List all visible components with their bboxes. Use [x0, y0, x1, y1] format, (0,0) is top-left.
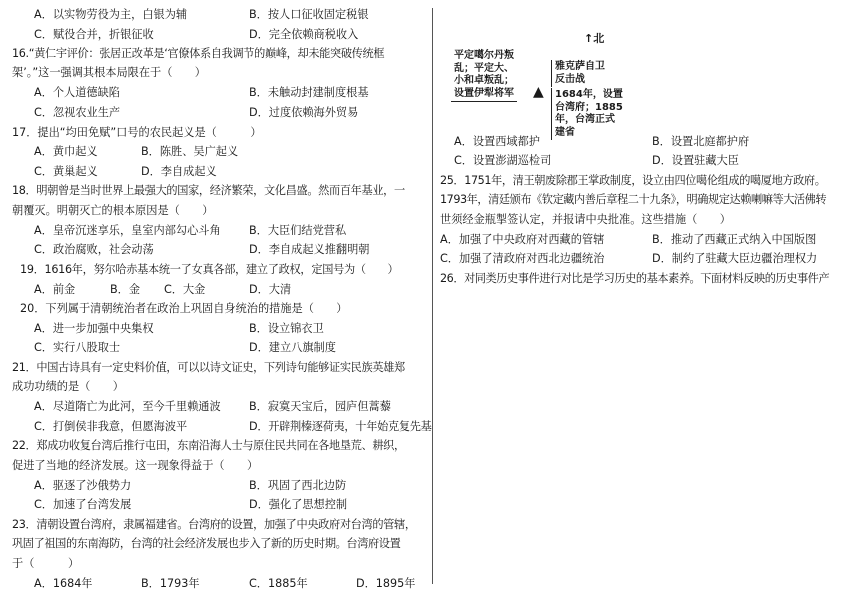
q20-option-c[interactable]: C．实行八股取士 [34, 341, 121, 354]
q18-stem-line2: 朝覆灭。明朝灭亡的根本原因是（ ） [12, 204, 214, 217]
map-box-west: 平定噶尔丹叛 乱；平定大、 小和卓叛乱； 设置伊犁将军 [451, 49, 517, 102]
q24-option-d[interactable]: D．设置驻藏大臣 [652, 154, 739, 167]
q25-stem-line1: 25．1751年，清王朝废除郡王掌政制度，设立由四位噶伦组成的噶厦地方政府。 [440, 174, 826, 187]
q19-option-a[interactable]: A．前金 [34, 283, 76, 296]
q15-option-a[interactable]: A．以实物劳役为主，白银为辅 [34, 8, 188, 21]
q20-stem: 20．下列属于清朝统治者在政治上巩固自身统治的措施是（ ） [20, 302, 348, 315]
q19-option-c[interactable]: C．大金 [164, 283, 206, 296]
q16-stem-line2: 架’。”这一强调其根本局限在于（ ） [12, 66, 206, 79]
q15-option-b[interactable]: B．按人口征收固定税银 [249, 8, 369, 21]
q20-option-a[interactable]: A．进一步加强中央集权 [34, 322, 154, 335]
q24-option-b[interactable]: B．设置北庭都护府 [652, 135, 750, 148]
q23-stem-line1: 23．清朝设置台湾府，隶属福建省。台湾府的设置，加强了中央政府对台湾的管辖， [12, 518, 416, 531]
column-divider [432, 8, 433, 584]
q23-option-a[interactable]: A．1684年 [34, 577, 93, 590]
q16-option-a[interactable]: A．个人道德缺陷 [34, 86, 120, 99]
q24-option-a[interactable]: A．设置西域都护 [454, 135, 540, 148]
q19-stem: 19．1616年，努尔哈赤基本统一了女真各部，建立了政权，定国号为（ ） [20, 263, 399, 276]
q19-option-d[interactable]: D．大清 [249, 283, 292, 296]
q21-option-b[interactable]: B．寂寞天宝后，园庐但蒿藜 [249, 400, 391, 413]
q17-option-c[interactable]: C．黄巢起义 [34, 165, 98, 178]
q21-option-a[interactable]: A．尽道隋亡为此河，至今千里赖通波 [34, 400, 221, 413]
q18-option-d[interactable]: D．李自成起义推翻明朝 [249, 243, 370, 256]
q23-option-d[interactable]: D．1895年 [356, 577, 416, 590]
q18-option-a[interactable]: A．皇帝沉迷享乐，皇室内部勾心斗角 [34, 224, 221, 237]
q24-option-c[interactable]: C．设置澎湖巡检司 [454, 154, 552, 167]
q25-option-a[interactable]: A．加强了中央政府对西藏的管辖 [440, 233, 605, 246]
q22-option-a[interactable]: A．驱逐了沙俄势力 [34, 479, 132, 492]
q25-option-b[interactable]: B．推动了西藏正式纳入中国版图 [652, 233, 817, 246]
q15-option-d[interactable]: D．完全依赖商税收入 [249, 28, 359, 41]
q23-option-c[interactable]: C．1885年 [249, 577, 308, 590]
q18-option-c[interactable]: C．政治腐败，社会动荡 [34, 243, 154, 256]
q17-option-a[interactable]: A．黄巾起义 [34, 145, 98, 158]
q19-option-b[interactable]: B．金 [110, 283, 141, 296]
q17-option-d[interactable]: D．李自成起义 [141, 165, 217, 178]
q26-stem-line1: 26．对同类历史事件进行对比是学习历史的基本素养。下面材料反映的历史事件产 [440, 272, 830, 285]
q21-stem-line1: 21．中国古诗具有一定史料价值，可以以诗文证史，下列诗句能够证实民族英雄郑 [12, 361, 405, 374]
q18-stem-line1: 18．明朝曾是当时世界上最强大的国家，经济繁荣，文化昌盛。然而百年基业，一 [12, 184, 405, 197]
triangle-marker-icon: ▲ [533, 84, 544, 100]
north-arrow: ↑北 [584, 32, 605, 45]
q16-option-b[interactable]: B．未触动封建制度根基 [249, 86, 369, 99]
q25-stem-line3: 世须经金瓶掣签认定，并报请中央批准。这些措施（ ） [440, 213, 731, 226]
q22-stem-line1: 22．郑成功收复台湾后推行屯田，东南沿海人士与原住民共同在各地垦荒、耕织， [12, 439, 405, 452]
q16-option-c[interactable]: C．忽视农业生产 [34, 106, 121, 119]
q25-stem-line2: 1793年，清廷颁布《钦定藏内善后章程二十九条》，明确规定达赖喇嘛等大活佛转 [440, 193, 827, 206]
q21-stem-line2: 成功功绩的是（ ） [12, 380, 124, 393]
map-box-northeast: 雅克萨自卫 反击战 [551, 60, 608, 87]
q17-option-b[interactable]: B．陈胜、吴广起义 [141, 145, 239, 158]
q23-option-b[interactable]: B．1793年 [141, 577, 200, 590]
q22-option-b[interactable]: B．巩固了西北边防 [249, 479, 347, 492]
q17-stem: 17．提出“均田免赋”口号的农民起义是（ ） [12, 126, 262, 139]
q23-stem-line2: 巩固了祖国的东南海防，台湾的社会经济发展也步入了新的历史时期。台湾府设置 [12, 537, 401, 550]
q20-option-b[interactable]: B．设立锦衣卫 [249, 322, 324, 335]
q20-option-d[interactable]: D．建立八旗制度 [249, 341, 336, 354]
map-box-southeast: 1684年，设置 台湾府；1885 年，台湾正式 建省 [551, 88, 626, 140]
q18-option-b[interactable]: B．大臣们结党营私 [249, 224, 347, 237]
q16-stem-line1: 16.“黄仁宇评价：张居正改革是‘官僚体系自我调节的巅峰，却未能突破传统框 [12, 47, 385, 60]
border-governance-map [441, 32, 811, 138]
q21-option-d[interactable]: D．开辟荆榛逐荷夷，十年始克复先基 [249, 420, 432, 433]
q16-option-d[interactable]: D．过度依赖海外贸易 [249, 106, 359, 119]
q22-stem-line2: 促进了当地的经济发展。这一现象得益于（ ） [12, 459, 259, 472]
q23-stem-line3: 于（ ） [12, 557, 80, 570]
q22-option-c[interactable]: C．加速了台湾发展 [34, 498, 132, 511]
q25-option-d[interactable]: D．制约了驻藏大臣边疆治理权力 [652, 252, 818, 265]
q25-option-c[interactable]: C．加强了清政府对西北边疆统治 [440, 252, 605, 265]
q15-option-c[interactable]: C．赋役合并，折银征收 [34, 28, 154, 41]
q22-option-d[interactable]: D．强化了思想控制 [249, 498, 348, 511]
q21-option-c[interactable]: C．打倒侯非我意，但愿海波平 [34, 420, 188, 433]
